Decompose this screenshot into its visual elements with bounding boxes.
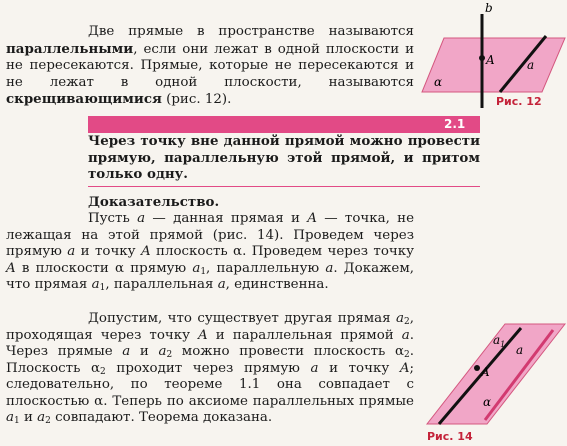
p2-var: a xyxy=(37,410,46,425)
figure-12-caption: Рис. 12 xyxy=(496,95,542,108)
p1-var: a xyxy=(325,260,334,276)
p2-text: , проходящая через точку xyxy=(6,311,414,343)
definition-text-1: Две прямые в пространстве называются xyxy=(88,24,414,39)
p2-var: a xyxy=(310,360,319,376)
p2-text: и точку xyxy=(318,360,400,376)
theorem-number: 2.1 xyxy=(444,117,466,131)
figure-14-caption: Рис. 14 xyxy=(427,430,473,443)
p2-text: можно провести плоскость α xyxy=(172,344,404,359)
p1-text: плоскость α. Проведем через точку xyxy=(150,244,415,259)
p2-text: совпадают. Теорема доказана. xyxy=(50,410,273,425)
label-b: b xyxy=(485,1,493,15)
label-a: a xyxy=(527,58,535,72)
p1-var: A xyxy=(140,244,151,259)
p2-var: a xyxy=(158,344,167,359)
p1-text: , единственна. xyxy=(225,277,329,292)
p2-var: a xyxy=(401,327,410,343)
p2-sub: 2 xyxy=(404,317,410,327)
p1-sub: 1 xyxy=(200,266,207,277)
p1-text: , параллельную xyxy=(206,260,326,276)
definition-text-3: (рис. 12). xyxy=(161,92,232,107)
p2-var: a xyxy=(122,344,131,359)
p1-var: A xyxy=(6,260,16,276)
p1-var: a xyxy=(137,211,146,226)
figure-12 xyxy=(420,0,567,112)
p2-text: проходит через прямую xyxy=(105,360,311,376)
p1-text: . Докажем, что прямая xyxy=(6,260,414,292)
p2-var: a xyxy=(6,410,14,425)
p1-var: A xyxy=(307,211,317,226)
point-A xyxy=(479,55,485,61)
p2-text: и xyxy=(19,410,38,425)
p2-sub: 2 xyxy=(166,350,173,360)
proof-paragraph-2 xyxy=(6,311,414,427)
p2-sub: 2 xyxy=(100,366,106,377)
term-parallel: параллельными xyxy=(6,40,134,57)
point-A xyxy=(474,365,480,371)
p2-text: и xyxy=(130,344,159,359)
p1-text: в плоскости α прямую xyxy=(15,260,193,276)
p2-var: A xyxy=(399,360,410,376)
p1-var: a xyxy=(91,277,100,292)
label-alpha: α xyxy=(434,75,443,89)
p1-text: — данная прямая и xyxy=(145,211,308,226)
p2-text: и параллельная прямой xyxy=(207,327,402,343)
p1-var: a xyxy=(192,260,201,276)
definition-paragraph xyxy=(6,24,414,109)
p2-sub: 2 xyxy=(404,350,410,360)
p1-text: , параллельная xyxy=(105,277,218,292)
p1-sub: 1 xyxy=(99,283,106,293)
figure-14 xyxy=(425,320,567,430)
term-skew: скрещивающимися xyxy=(6,91,162,107)
p1-var: a xyxy=(67,244,76,259)
p1-var: a xyxy=(217,277,226,292)
theorem-header-bar xyxy=(88,116,480,133)
p2-sub: 1 xyxy=(13,416,20,426)
p2-text: Допустим, что существует другая прямая xyxy=(88,311,397,326)
label-A: A xyxy=(486,53,495,67)
theorem-divider xyxy=(88,186,480,187)
p2-text: . Через прямые xyxy=(6,327,414,359)
p1-text: — точка, не лежащая на этой прямой (рис. 14). Проведем через прямую xyxy=(6,211,415,259)
proof-paragraph-1 xyxy=(6,211,414,294)
label-A: A xyxy=(481,365,490,379)
p1-text: и точку xyxy=(75,244,141,259)
p2-text: ; следовательно, по теореме 1.1 она совпадает с плоскостью α. Теперь по аксиоме параллельных прямые xyxy=(6,360,414,409)
proof-heading xyxy=(88,194,219,211)
p2-var: A xyxy=(198,327,208,343)
p2-var: a xyxy=(396,311,404,326)
label-a: a xyxy=(516,343,524,357)
p2-text: . Плоскость α xyxy=(6,344,414,376)
proof-heading-text: Доказательство. xyxy=(88,194,220,210)
label-a1: $a_1$ xyxy=(493,333,506,349)
label-alpha: α xyxy=(483,395,492,409)
p2-sub: 2 xyxy=(45,416,51,426)
definition-text-2: , если они лежат в одной плоскости и не пересекаются. Прямые, которые не пересекаются и не лежат в одной плоскости, называются xyxy=(6,41,414,90)
theorem-statement: Через точку вне данной прямой можно провести прямую, параллельную этой прямой, и притом только одну. xyxy=(88,133,480,182)
p1-text: Пусть xyxy=(88,211,138,226)
